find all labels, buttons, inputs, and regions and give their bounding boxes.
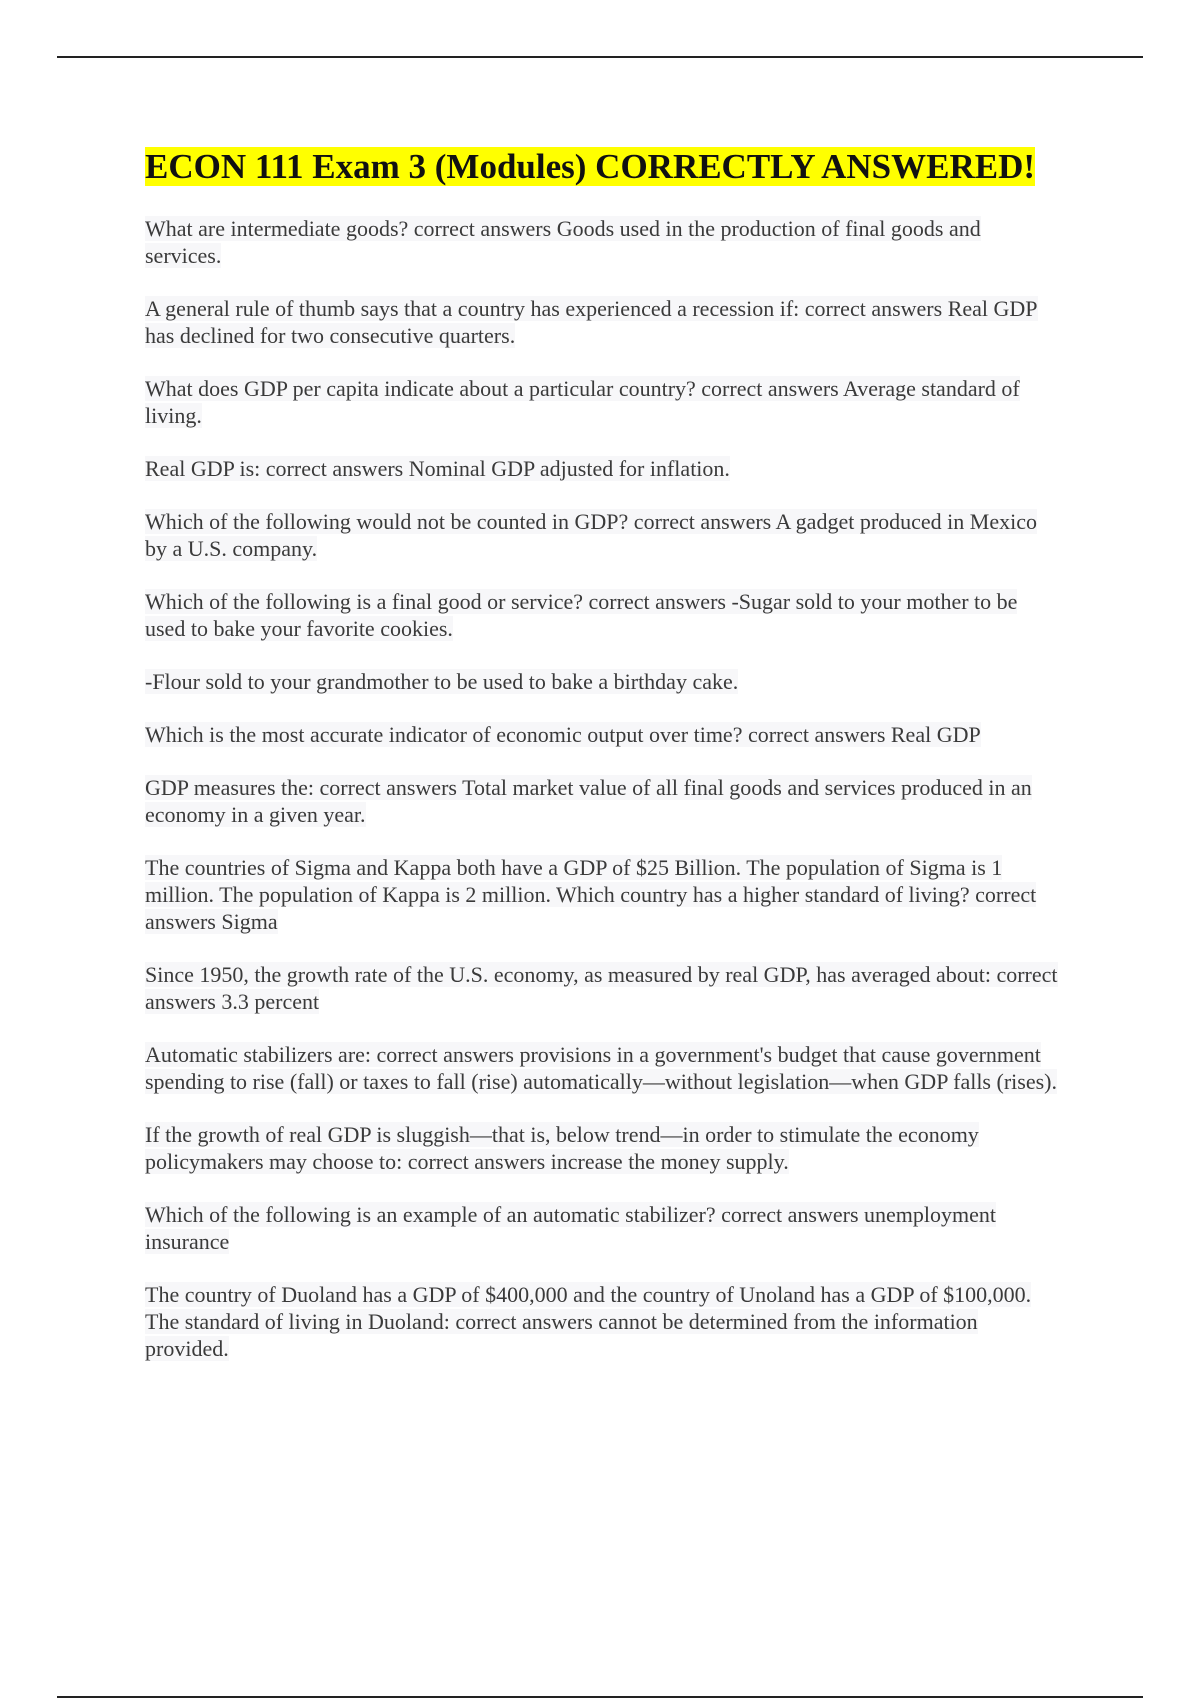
qa-item: -Flour sold to your grandmother to be used to bake a birthday cake. — [145, 669, 739, 694]
qa-item: Which of the following would not be counted in GDP? correct answers A gadget produced in Mexico by a U.S. company. — [145, 509, 1037, 561]
qa-item: A general rule of thumb says that a country has experienced a recession if: correct answers Real GDP has declined for two consecutive quarters. — [145, 296, 1038, 348]
qa-item: The countries of Sigma and Kappa both have a GDP of $25 Billion. The population of Sigma is 1 million. The population of Kappa is 2 million. Which country has a higher standard of living? correct answers Sigma — [145, 855, 1037, 934]
title-highlight: ECON 111 Exam 3 (Modules) CORRECTLY ANSWERED! — [145, 147, 1036, 186]
bottom-rule — [57, 1696, 1143, 1698]
qa-item: If the growth of real GDP is sluggish—that is, below trend—in order to stimulate the economy policymakers may choose to: correct answers increase the money supply. — [145, 1122, 979, 1174]
qa-item: Which is the most accurate indicator of economic output over time? correct answers Real GDP — [145, 722, 981, 747]
qa-item: What does GDP per capita indicate about a particular country? correct answers Average standard of living. — [145, 376, 1020, 428]
top-rule — [57, 56, 1143, 58]
qa-item: The country of Duoland has a GDP of $400,000 and the country of Unoland has a GDP of $100,000. The standard of living in Duoland: correct answers cannot be determined from the information provided. — [145, 1282, 1032, 1361]
qa-item: What are intermediate goods? correct answers Goods used in the production of final goods and services. — [145, 216, 981, 268]
qa-list — [145, 215, 1060, 1362]
qa-item: Automatic stabilizers are: correct answers provisions in a government's budget that cause government spending to rise (fall) or taxes to fall (rise) automatically—without legislation—when GDP falls (rises). — [145, 1042, 1057, 1094]
qa-item: Since 1950, the growth rate of the U.S. economy, as measured by real GDP, has averaged about: correct answers 3.3 percent — [145, 962, 1058, 1014]
qa-item: Real GDP is: correct answers Nominal GDP adjusted for inflation. — [145, 456, 730, 481]
qa-item: Which of the following is an example of an automatic stabilizer? correct answers unemployment insurance — [145, 1202, 996, 1254]
document-body — [145, 146, 1060, 1388]
document-title — [145, 146, 1060, 187]
qa-item: GDP measures the: correct answers Total market value of all final goods and services produced in an economy in a given year. — [145, 775, 1032, 827]
qa-item: Which of the following is a final good or service? correct answers -Sugar sold to your mother to be used to bake your favorite cookies. — [145, 589, 1018, 641]
